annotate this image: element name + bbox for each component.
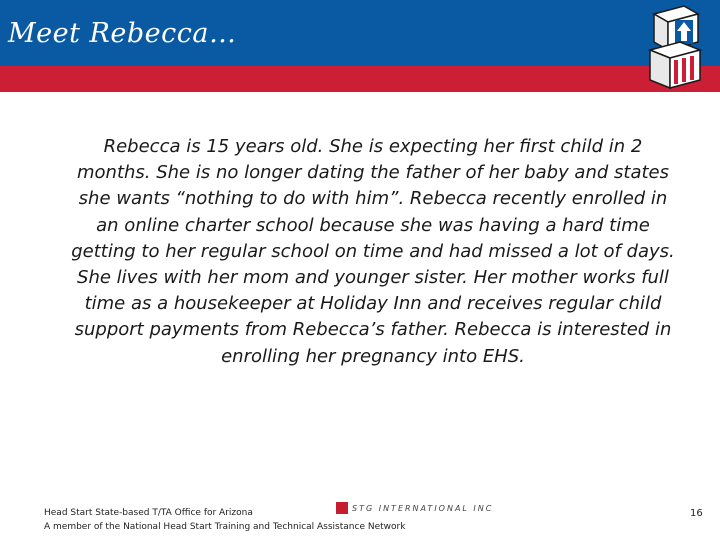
slide-title: Meet Rebecca…	[8, 18, 237, 49]
footer-office-text: Head Start State-based T/TA Office for Arizona	[44, 508, 253, 518]
header-red-band	[0, 66, 720, 92]
page-number: 16	[690, 508, 703, 519]
case-description: Rebecca is 15 years old. She is expecting her first child in 2 months. She is no longer dating the father of her baby and states she wants “nothing to do with him”. Rebecca recently enrolled in an online charter school because she was having a hard time getting to her regular school on time and had missed a lot of days. She lives with her mom and younger sister. Her mother works full time as a housekeeper at Holiday Inn and receives regular child support payments from Rebecca’s father. Rebecca is interested in enrolling her pregnancy into EHS.	[71, 136, 675, 367]
stg-international-logo	[336, 502, 493, 514]
blocks-arrow-icon	[640, 4, 714, 92]
footer-network-text: A member of the National Head Start Training and Technical Assistance Network	[44, 522, 406, 532]
stg-mark-icon	[336, 502, 348, 514]
stg-logo-text: STG INTERNATIONAL INC	[352, 503, 494, 513]
